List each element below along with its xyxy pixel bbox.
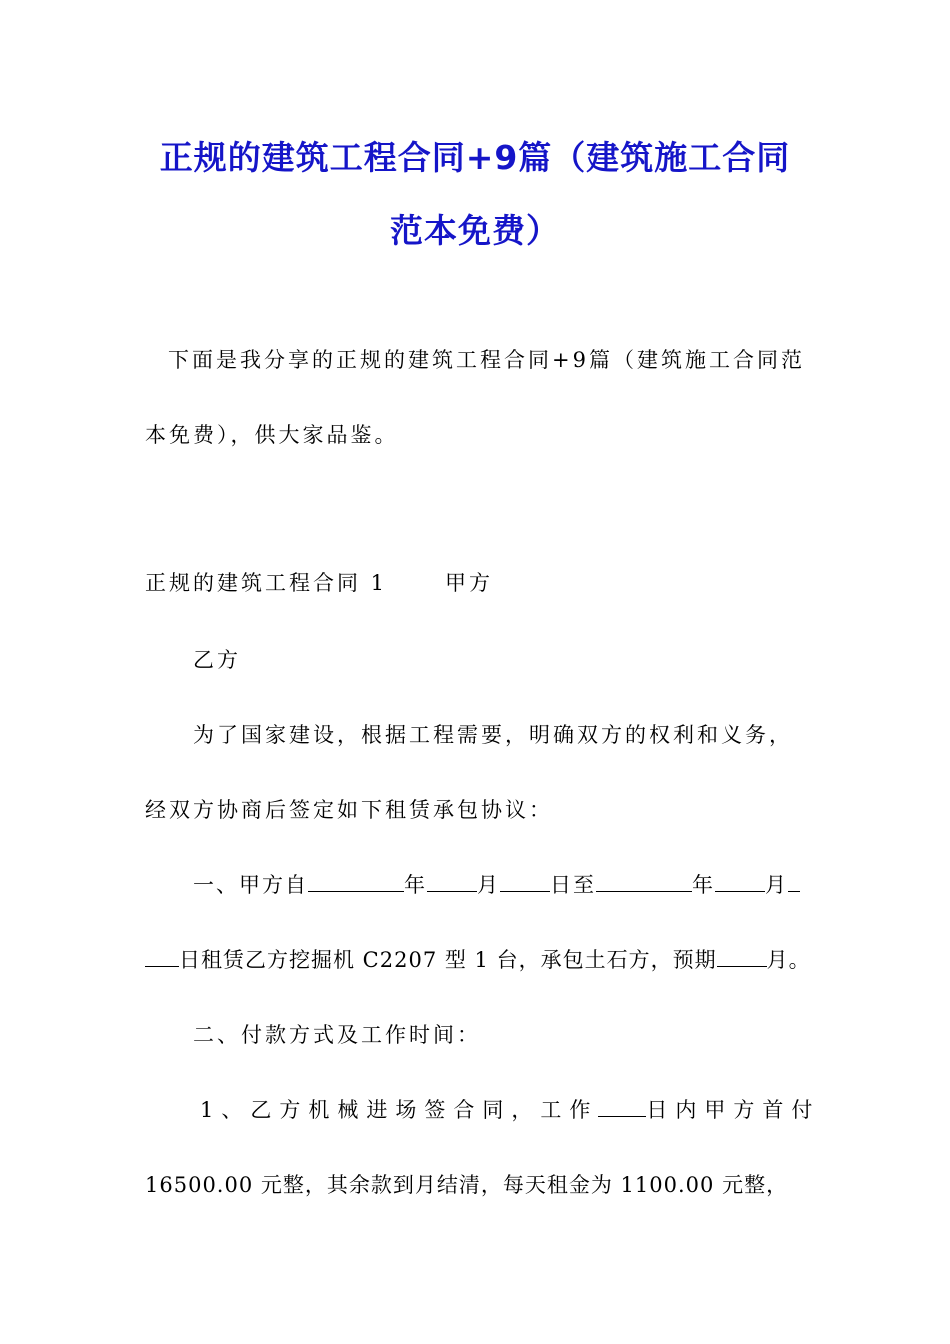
blank-duration-months: [717, 946, 767, 967]
clause-2-1-line-2: 16500.00 元整，其余款到月结清，每天租金为 1100.00 元整，: [145, 1173, 789, 1197]
clause-1-line-1: 一、甲方自 年 月 日至 年 月: [193, 870, 815, 900]
party-a-label: 甲方: [445, 571, 494, 595]
party-b-label: 乙方: [193, 648, 241, 672]
clause-1-line-2: 日租赁乙方挖掘机 C2207 型 1 台，承包土石方，预期 月。: [145, 945, 815, 975]
blank-day-end-part-2: [145, 946, 179, 967]
clause-2-1-line-1: 1、乙方机械进场签合同，工作 日内甲方首付: [200, 1098, 821, 1122]
blank-month-end: [715, 871, 765, 892]
preamble-line-1: 为了国家建设，根据工程需要，明确双方的权利和义务，: [193, 723, 793, 747]
blank-work-days: [598, 1096, 646, 1117]
blank-year-start: [308, 871, 404, 892]
document-title-line-2: 范本免费）: [390, 211, 560, 250]
intro-paragraph-line-1: 下面是我分享的正规的建筑工程合同+9篇（建筑施工合同范: [168, 348, 805, 372]
contract-heading-row: [145, 568, 815, 598]
blank-day-start: [500, 871, 550, 892]
document-title-line-1: 正规的建筑工程合同+9篇（建筑施工合同: [159, 138, 791, 177]
contract-heading: 正规的建筑工程合同 1: [145, 571, 388, 595]
blank-year-end: [596, 871, 692, 892]
intro-paragraph-line-2: 本免费），供大家品鉴。: [145, 423, 399, 447]
clause-2-heading: 二、付款方式及工作时间：: [193, 1023, 481, 1047]
blank-day-end-part-1: [788, 871, 800, 892]
preamble-line-2: 经双方协商后签定如下租赁承包协议：: [145, 798, 553, 822]
blank-month-start: [427, 871, 477, 892]
